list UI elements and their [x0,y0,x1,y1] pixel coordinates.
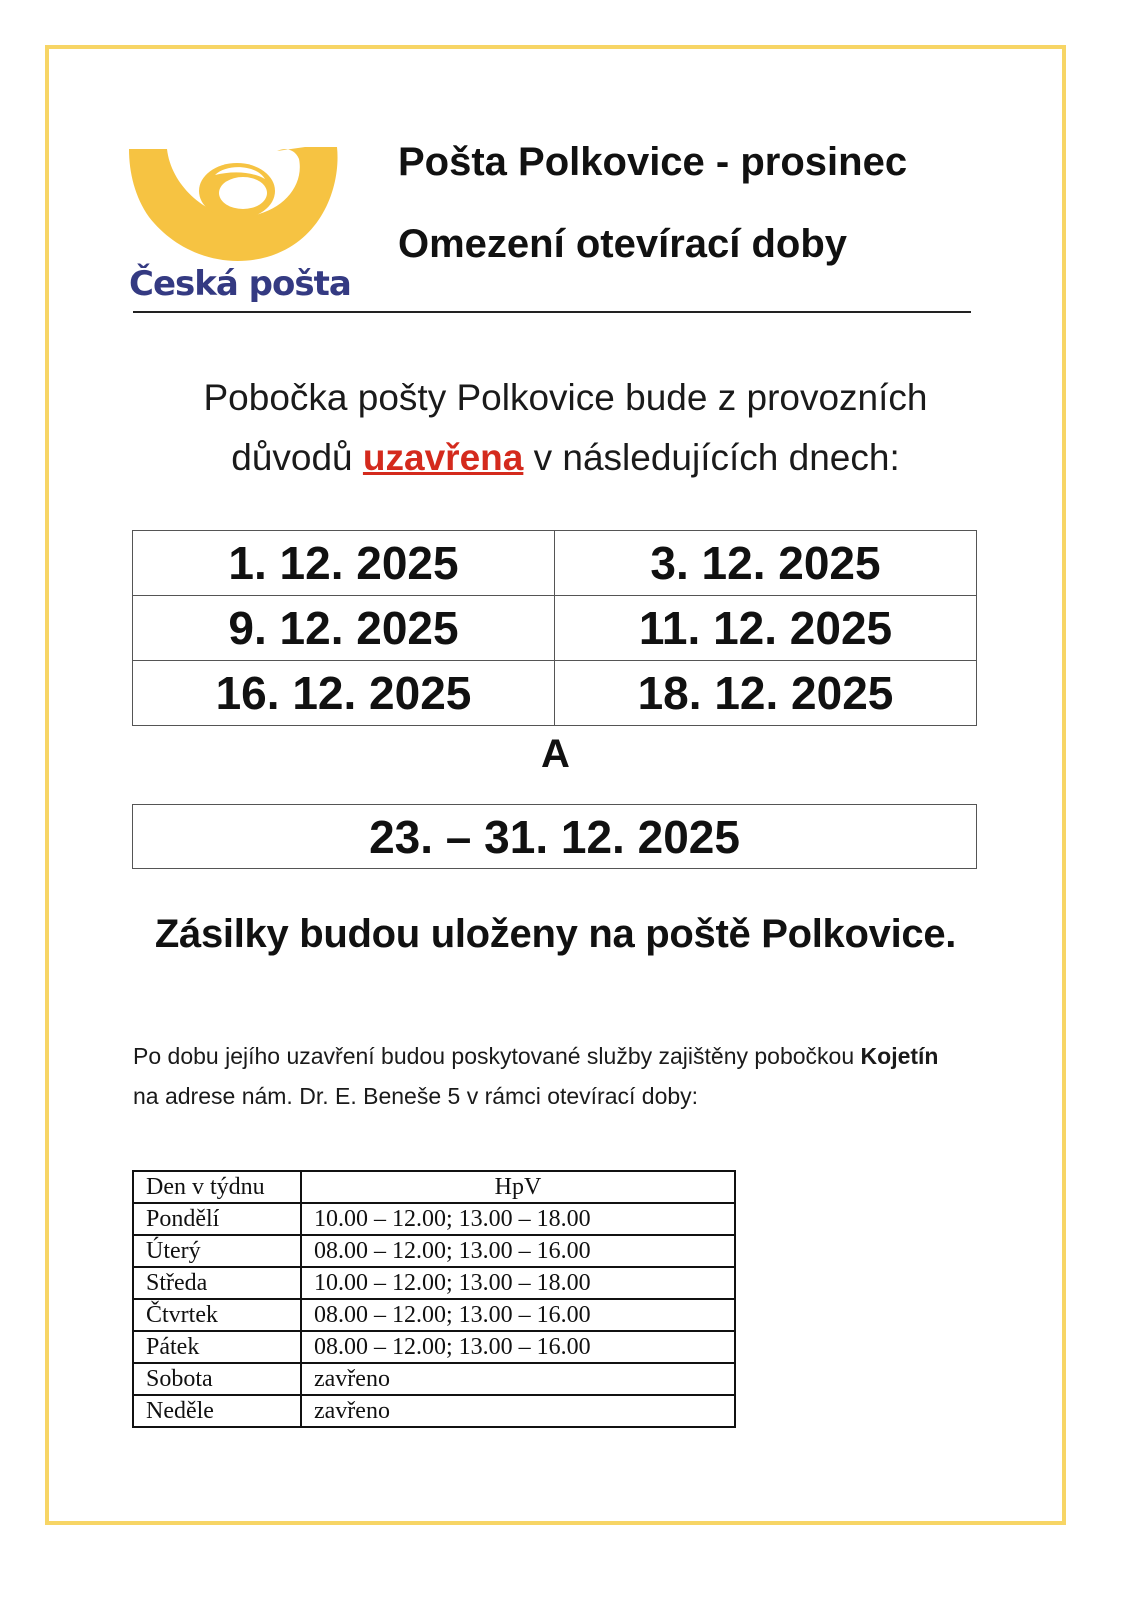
table-row [133,1299,735,1331]
ceska-posta-logo [127,145,351,307]
closed-date-cell: 3. 12. 2025 [555,531,977,596]
alternative-branch-name: Kojetín [860,1043,939,1069]
alternative-branch-note [133,1036,963,1116]
opening-hours-table [132,1170,736,1428]
hours-cell: 10.00 – 12.00; 13.00 – 18.00 [301,1203,735,1235]
closed-date-range: 23. – 31. 12. 2025 [132,804,977,869]
table-header-row [133,1171,735,1203]
intro-line-1: Pobočka pošty Polkovice bude z provozních [203,377,928,418]
table-row [133,531,977,596]
intro-line-2 [100,428,1031,488]
day-cell: Středa [133,1267,301,1299]
page-title: Pošta Polkovice - prosinec [398,140,908,184]
note-text-end: na adrese nám. Dr. E. Beneše 5 v rámci otevírací doby: [133,1083,699,1109]
column-header-day: Den v týdnu [133,1171,301,1203]
closed-highlight: uzavřena [362,437,524,478]
hours-cell: 08.00 – 12.00; 13.00 – 16.00 [301,1299,735,1331]
connector-label: A [541,732,570,776]
table-row [133,1267,735,1299]
column-header-hours: HpV [301,1171,735,1203]
day-cell: Úterý [133,1235,301,1267]
day-cell: Pondělí [133,1203,301,1235]
closed-date-cell: 9. 12. 2025 [133,596,555,661]
hours-cell: zavřeno [301,1363,735,1395]
day-cell: Čtvrtek [133,1299,301,1331]
post-horn-icon [127,145,339,265]
closed-date-cell: 11. 12. 2025 [555,596,977,661]
table-row [133,596,977,661]
intro-line-2-start: důvodů [231,437,363,478]
table-row [133,1203,735,1235]
closed-date-cell: 1. 12. 2025 [133,531,555,596]
table-row [133,661,977,726]
table-row [133,1363,735,1395]
header-divider [133,311,971,313]
table-row [133,1395,735,1427]
hours-cell: zavřeno [301,1395,735,1427]
table-row [133,1331,735,1363]
day-cell: Pátek [133,1331,301,1363]
closed-date-cell: 16. 12. 2025 [133,661,555,726]
day-cell: Neděle [133,1395,301,1427]
note-text-start: Po dobu jejího uzavření budou poskytované služby zajištěny pobočkou [133,1043,861,1069]
hours-cell: 08.00 – 12.00; 13.00 – 16.00 [301,1235,735,1267]
hours-cell: 10.00 – 12.00; 13.00 – 18.00 [301,1267,735,1299]
closed-date-cell: 18. 12. 2025 [555,661,977,726]
storage-notice: Zásilky budou uloženy na poště Polkovice. [154,912,957,956]
closed-dates-table [132,530,977,726]
intro-text [100,368,1031,488]
table-row [133,1235,735,1267]
intro-line-2-end: v následujících dnech: [523,437,900,478]
logo-wordmark: Česká pošta [129,264,351,304]
hours-cell: 08.00 – 12.00; 13.00 – 16.00 [301,1331,735,1363]
page-subtitle: Omezení otevírací doby [398,222,848,266]
day-cell: Sobota [133,1363,301,1395]
